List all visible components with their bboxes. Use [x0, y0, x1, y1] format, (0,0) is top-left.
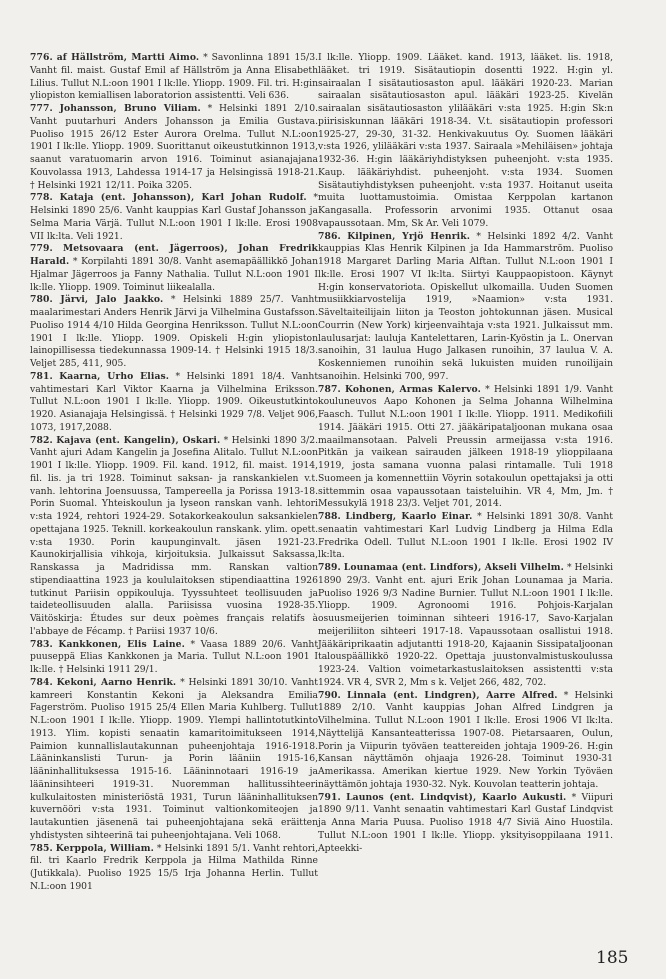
- entry-text: * Korpilahti 1891 30/8. Vanht asemapäällikkö Johan Hjalmar Jägerroos ja Fanny Nathalia. Tullut N.L:oon 1901 I lk:lle. Yliopp. 1909. Toiminut liikealalla.: [30, 256, 318, 293]
- biography-entry: [318, 792, 613, 856]
- entry-number: 785.: [30, 842, 53, 854]
- entry-name: Johansson, Bruno Viliam.: [59, 103, 201, 114]
- biography-entry: [30, 843, 318, 894]
- entry-text: * Vaasa 1889 20/6. Vanht puuseppä Elias Kankkonen ja Maria. Tullut N.L:oon 1901 I lk:lle. † Helsinki 1911 29/1.: [30, 638, 319, 675]
- biography-entry: [30, 52, 318, 103]
- entry-text: * Helsinki 1891 1/9. Vanht kouluneuvos Aapo Kohonen ja Selma Johanna Wilhelmina Faasch. Tullut N.L:oon 1901 I lk:lle. Yliopp. 1911. Medikofiili 1914. Jääkäri 1915. Otti 27. jääkäripataljoonan mukana osaa maailmansotaan. Palveli Preussin armeijassa v:sta 1916. Pitkän ja vaikean sairauden jälkeen 1918-19 ylioppilaana 1919, josta samana vuonna palasi rintamalle. Tuli 1918 Suomeen ja komennettiin Vöyrin sotakoulun opettajaksi ja otti sittemmin osaa vapaussotaan taisteluihin. VR 4, Mm, Jm. † Messukylä 1918 23/3. Veljet 701, 2014.: [318, 383, 613, 510]
- entry-name: Kajava (ent. Kangelin), Oskari.: [56, 434, 221, 446]
- entry-number: 791.: [318, 791, 341, 803]
- entry-name: af Hällström, Martti Aimo.: [56, 52, 200, 63]
- entry-number: 778.: [30, 192, 53, 204]
- entry-number: 780.: [30, 294, 53, 306]
- entry-text: * Helsinki 1892 4/2. Vanht kauppias Klas Henrik Kilpinen ja Ida Hammarström. Puoliso 1918 Margaret Darling Maria Alftan. Tullut N.L:oon 1901 I lk:lle. Erosi 1907 VI lk:lta. Siirtyi Kauppaopistoon. Käynyt H:gin konservatoriota. Opiskellut ulkomailla. Uuden Suomen musiikkiarvostelija 1919, »Naamion» v:sta 1931. Säveltaiteilijain liiton ja Teoston johtokunnan jäsen. Musical Courrin (New York) kirjeenvaihtaja v:sta 1921. Julkaissut mm. laulusarjat: lauluja Kantelettaren, Larin-Kyöstin ja L. Onervan sanoihin, 31 laulua Hugo Jalkasen runoihin, 37 laulua V. A. Koskenniemen runoihin sekä lukuisten muiden runoilijain sanoihin. Helsinki 700, 997.: [318, 230, 613, 382]
- biography-entry: [30, 243, 318, 294]
- biography-entry: [30, 103, 318, 192]
- entry-text: * Helsinki 1890 3/2. Vanht ajuri Adam Kangelin ja Josefina Alitalo. Tullut N.L:oon 1901 I lk:lle. Yliopp. 1909. Fil. kand. 1912, fil. maist. 1914, fil. lis. ja tri 1928. Toiminut saksan- ja ranskankielen v.t. vanh. lehtorina Joensuussa, Tampereella ja Porissa 1913-18. Porin Suomal. Yhteiskoulun ja lyseon ranskan vanh. lehtori v:sta 1924, rehtori 1924-29. Sotakorkeakoulun saksankielen opettajana 1925. Teknill. korkeakoulun ranskank. ylim. opett. v:sta 1930. Porin kaupunginvalt. jäsen 1921-23. Kaunokirjallisia vihkoja, kirjoituksia. Julkaissut Saksassa, Ranskassa ja Madridissa mm. Ranskan valtion stipendiaattina 1923 ja koululaitoksen stipendiaattina 1926 tutkinut Pariisin oppikouluja. Tyyssuhteet teollisuuden ja taideteollisuuden alalla. Pariisissa vuosina 1928-35. Väitöskirja: Études sur deux poèmes français relatifs à l'abbaye de Fécamp. † Pariisi 1937 10/6.: [30, 434, 319, 637]
- entry-text: * Helsinki 1890 29/3. Vanht ent. ajuri Erik Johan Lounamaa ja Maria. Puoliso 1926 9/3 Nadine Burnier. Tullut N.L:oon 1901 I lk:lle. Yliopp. 1909. Agronoomi 1916. Pohjois-Karjalan osuusmeijerien toiminnan sihteeri 1916-17, Savo-Karjalan meijeriliiton sihteeri 1917-18. Vapaussotaan osallistui 1918. Jääkäriprikaatin adjutantti 1918-20, Kajaanin Sissipataljoonan talouspäällikkö 1920-22. Opettaja juustonvalmistuskoulussa 1923-24. Valtion voimetarkastuslaitoksen assistentti v:sta 1924. VR 4, SVR 2, Mm s k. Veljet 266, 482, 702.: [318, 562, 614, 688]
- entry-name: Metsovaara (ent. Jägerroos), Johan Fredrik Harald.: [30, 243, 319, 267]
- entry-text: * Helsinki 1891 5/1. Vanht rehtori, fil. tri Kaarlo Fredrik Kerppola ja Hilma Mathilda Rinne (Jutikkala). Puoliso 1925 15/5 Irja Johanna Herlin. Tullut N.L:oon 1901: [30, 842, 319, 892]
- entry-text: * Savonlinna 1891 15/3. Vanht fil. maist. Gustaf Emil af Hällström ja Anna Elisabeth Lilius. Tullut N.L:oon 1901 I lk:lle. Yliopp. 1909. Fil. tri. H:gin yliopiston kemiallisen laboratorion assistentti. Veli 636.: [30, 52, 319, 102]
- entry-text: * Helsinki 1891 2/10. Vanht puutarhuri Anders Johansson ja Emilia Gustava. Puoliso 1915 26/12 Ester Aurora Orelma. Tullut N.L:oon 1901 I lk:lle. Yliopp. 1909. Suorittanut oikeustutkinnon 1913, saanut varatuomarin arvon 1916. Toiminut asianajajana Kouvolassa 1913, Lahdessa 1914-17 ja Helsingissä 1918-21. † Helsinki 1921 12/11. Poika 3205.: [30, 103, 319, 191]
- entry-number: 782.: [30, 434, 53, 446]
- entry-name: Kohonen, Armas Kalervo.: [345, 383, 481, 395]
- entry-name: Linnala (ent. Lindgren), Aarre Alfred.: [346, 689, 558, 701]
- right-column: [318, 52, 613, 855]
- biography-entry: [318, 231, 613, 384]
- left-column: [30, 52, 318, 894]
- entry-text: * Helsinki 1889 2/10. Vanht kauppias Johan Alfred Lindgren ja Vilhelmina. Tullut N.L:oon 1901 I lk:lle. Erosi 1906 VI lk:lta. Näyttelijä Kansanteatterissa 1907-08. Pietarsaaren, Oulun, Porin ja Viipurin työväen teattereiden johtaja 1909-26. H:gin Kansan näyttämön ohjaaja 1926-28. Toiminut 1930-31 Amerikassa. Amerikan kiertue 1929. New Yorkin Työväen näyttämön johtaja 1930-32. Nyk. Kouvolan teatterin johtaja.: [318, 689, 614, 790]
- entry-number: 788.: [318, 511, 341, 522]
- entry-name: Kerppola, William.: [55, 842, 154, 854]
- entry-name: Kataja (ent. Johansson), Karl Johan Rudolf.: [59, 192, 307, 204]
- entry-number: 779.: [30, 243, 53, 255]
- biography-entry: [318, 384, 613, 512]
- entry-number: 776.: [30, 52, 53, 63]
- biography-entry: [318, 690, 613, 792]
- entry-number: 777.: [30, 103, 53, 114]
- entry-text: * Helsinki 1891 30/10. Vanht kamreeri Konstantin Kekoni ja Aleksandra Emilia Fagerström. Puoliso 1915 25/4 Ellen Maria Kuhlberg. Tullut N.L:oon 1901 I lk:lle. Yliopp. 1909. Ylempi hallintotutkinto 1913. Ylim. kopisti senaatin kamaritoimitukseen 1914, Paimion kunnallislautakunnan puheenjohtaja 1916-1918. Lääninkanslisti Turun- ja Porin lääniin 1915-16, lääninhallituksessa 1915-16. Lääninnotaari 1916-19 ja lääninsihteeri 1919-31. Nuoremman hallitussihteeri kulkulaitosten ministeriöstä 1931, Turun lääninhallituksen kuvernööri v:sta 1931. Toiminut valtionkomiteojen ja lautakuntien jäsenenä tai puheenjohtajana sekä eräitten yhdistysten sihteerinä tai puheenjohtajana. Veli 1068.: [30, 676, 319, 841]
- biography-entry: [318, 52, 613, 231]
- biography-entry: [30, 192, 318, 243]
- biography-entry: [318, 562, 613, 690]
- entry-number: 783.: [30, 638, 53, 650]
- biography-entry: [30, 677, 318, 843]
- entry-text: * Helsinki 1891 18/4. Vanht vahtimestari Karl Viktor Kaarna ja Vilhelmina Eriksson. Tullut N.L:oon 1901 I lk:lle. Yliopp. 1909. Oikeustutkinto 1920. Asianajaja Helsingissä. † Helsinki 1929 7/8. Veljet 906, 1073, 1917,2088.: [30, 370, 319, 433]
- entry-text: * Helsinki 1889 25/7. Vanht maalarimestari Anders Henrik Järvi ja Vilhelmina Gustafsson. Puoliso 1914 4/10 Hilda Georgina Henriksson. Tullut N.L:oon 1901 I lk:lle. Yliopp. 1909. Opiskeli H:gin yliopiston lainopillisessa tiedekunnassa 1909-14. † Helsinki 1915 18/3. Veljet 285, 411, 905.: [30, 294, 318, 369]
- biography-entry: [30, 639, 318, 677]
- entry-name: Lounamaa (ent. Lindfors), Akseli Vilhelm.: [343, 562, 564, 573]
- entry-name: Lindberg, Kaarlo Einar.: [345, 511, 473, 522]
- biography-entry: [318, 511, 613, 562]
- entry-name: Järvi, Jalo Jaakko.: [60, 294, 164, 306]
- entry-text: * Viipuri 1890 9/11. Vanht senaatin vahtimestari Karl Gustaf Lindqvist ja Anna Maria Puusa. Puoliso 1918 4/7 Siviä Aino Huostila. Tullut N.L:oon 1901 I lk:lle. Yliopp. yksityisoppilaana 1911. Apteekki-: [318, 791, 613, 854]
- entry-text: * Helsinki 1891 30/8. Vanht senaatin vahtimestari Karl Ludvig Lindberg ja Hilma Edla Fredrika Odell. Tullut N.L:oon 1901 I lk:lle. Erosi 1902 IV lk:lta.: [318, 511, 613, 561]
- entry-number: 781.: [30, 370, 53, 382]
- entry-number: 787.: [318, 383, 341, 395]
- entry-name: Kaarna, Urho Elias.: [59, 370, 170, 382]
- entry-name: Launos (ent. Lindqvist), Kaarlo Aukusti.: [346, 791, 567, 803]
- entry-number: 784.: [30, 676, 53, 688]
- entry-text: I lk:lle. Yliopp. 1909. Lääket. kand. 1913, lääket. lis. 1918, lääket. tri 1919. Sisätautiopin dosentti 1922. H:gin yl. sairaalan I sisätautiosaston apul. lääkäri 1920-23. Marian sairaalan sisätautiosaston apul. lääkäri 1923-25. Kivelän sairaalan sisätautiosaston ylilääkäri v:sta 1925. H:gin Sk:n piirisiskunnan lääkäri 1918-34. V.t. sisätautiopin professori 1925-27, 29-30, 31-32. Henkivakuutus Oy. Suomen lääkäri v:sta 1926, ylilääkäri v:sta 1937. Sairaala »Mehiläisen» johtaja 1932-36. H:gin lääkäriyhdistyksen puheenjoht. v:sta 1935. Kaup. lääkäriyhdist. puheenjoht. v:sta 1934. Suomen Sisätautiyhdistyksen puheenjoht. v:sta 1937. Hoitanut useita muita luottamustoimia. Omistaa Kerppolan kartanon Kangasalla. Professorin arvonimi 1935. Ottanut osaa vapaussotaan. Mm, Sk Ar. Veli 1079.: [318, 52, 613, 229]
- entry-number: 790.: [318, 689, 341, 701]
- entry-number: 789.: [318, 562, 341, 573]
- entry-number: 786.: [318, 230, 341, 242]
- entry-text: * Helsinki 1890 25/6. Vanht kauppias Karl Gustaf Johansson ja Selma Maria Värjä. Tullut N.L:oon 1901 I lk:lle. Erosi 1908 VII lk:lta. Veli 1921.: [30, 192, 319, 242]
- biography-entry: [30, 435, 318, 639]
- biography-entry: [30, 371, 318, 435]
- biography-entry: [30, 294, 318, 371]
- entry-name: Kankkonen, Elis Laine.: [58, 638, 185, 650]
- entry-name: Kekoni, Aarno Henrik.: [56, 676, 177, 688]
- page-number: 185: [596, 948, 629, 968]
- entry-name: Kilpinen, Yrjö Henrik.: [347, 230, 471, 242]
